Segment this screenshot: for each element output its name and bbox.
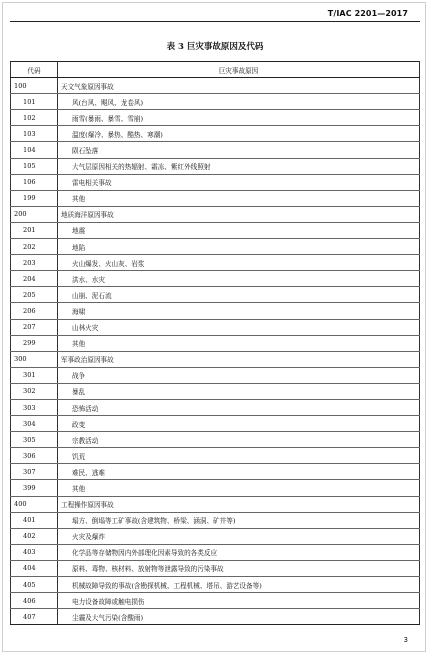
cause-code: 300	[11, 351, 58, 367]
cause-code: 405	[11, 577, 58, 593]
cause-name: 尘霾及大气污染(含酸雨)	[58, 609, 420, 625]
table-row	[11, 351, 420, 367]
cause-code: 304	[11, 416, 58, 432]
cause-name: 天文气象原因事故	[58, 78, 420, 94]
table-row	[11, 239, 420, 255]
table-row	[11, 158, 420, 174]
table-row	[11, 271, 420, 287]
table-row	[11, 335, 420, 351]
cause-code: 102	[11, 110, 58, 126]
cause-code: 301	[11, 367, 58, 383]
cause-code: 404	[11, 560, 58, 576]
cause-code: 106	[11, 174, 58, 190]
cause-name: 暴乱	[58, 383, 420, 399]
cause-code: 307	[11, 464, 58, 480]
cause-code: 407	[11, 609, 58, 625]
cause-name: 陨石坠落	[58, 142, 420, 158]
header-rule	[10, 21, 420, 22]
cause-name: 难民、逃难	[58, 464, 420, 480]
table-row	[11, 190, 420, 206]
cause-code: 302	[11, 383, 58, 399]
cause-name: 政变	[58, 416, 420, 432]
column-header-code: 代码	[11, 62, 58, 78]
table-row	[11, 255, 420, 271]
cause-code: 205	[11, 287, 58, 303]
page-number: 3	[403, 636, 408, 644]
cause-name: 火灾及爆炸	[58, 528, 420, 544]
cause-code: 100	[11, 78, 58, 94]
cause-name: 温度(爆冷、暴热、酷热、寒潮)	[58, 126, 420, 142]
cause-code: 306	[11, 448, 58, 464]
cause-code: 200	[11, 206, 58, 222]
column-header-name: 巨灾事故原因	[58, 62, 420, 78]
cause-code: 399	[11, 480, 58, 496]
table-row	[11, 448, 420, 464]
cause-name: 大气层原因相关的热辐射、霜冻、紫红外线照射	[58, 158, 420, 174]
cause-name: 宗教活动	[58, 432, 420, 448]
cause-code: 401	[11, 512, 58, 528]
cause-code: 403	[11, 544, 58, 560]
cause-name: 山崩、泥石流	[58, 287, 420, 303]
table-row	[11, 142, 420, 158]
cause-name: 地陷	[58, 239, 420, 255]
table-body	[11, 78, 420, 625]
table-row	[11, 544, 420, 560]
table-row	[11, 512, 420, 528]
standard-code: T/IAC 2201—2017	[327, 9, 408, 18]
cause-name: 地震	[58, 222, 420, 238]
cause-name: 其他	[58, 335, 420, 351]
table-row	[11, 206, 420, 222]
cause-name: 地质海洋原因事故	[58, 206, 420, 222]
cause-name: 雨雪(暴雨、暴雪、雪崩)	[58, 110, 420, 126]
cause-name: 工程操作原因事故	[58, 496, 420, 512]
table-row	[11, 480, 420, 496]
cause-codes-table	[10, 61, 420, 625]
cause-name: 海啸	[58, 303, 420, 319]
table-row	[11, 319, 420, 335]
table-row	[11, 416, 420, 432]
table-row	[11, 560, 420, 576]
cause-name: 其他	[58, 190, 420, 206]
table-row	[11, 110, 420, 126]
cause-name: 化学品等存储物因内外部理化因素导致的各类反应	[58, 544, 420, 560]
cause-code: 206	[11, 303, 58, 319]
table-row	[11, 126, 420, 142]
cause-name: 战争	[58, 367, 420, 383]
table-row	[11, 432, 420, 448]
table-row	[11, 303, 420, 319]
table-row	[11, 496, 420, 512]
cause-code: 207	[11, 319, 58, 335]
cause-name: 山林火灾	[58, 319, 420, 335]
table-row	[11, 174, 420, 190]
table-row	[11, 577, 420, 593]
cause-name: 其他	[58, 480, 420, 496]
cause-code: 199	[11, 190, 58, 206]
table-row	[11, 399, 420, 415]
cause-code: 303	[11, 399, 58, 415]
table-caption: 表 3 巨灾事故原因及代码	[166, 42, 264, 52]
cause-code: 400	[11, 496, 58, 512]
cause-name: 军事政治原因事故	[58, 351, 420, 367]
cause-name: 饥荒	[58, 448, 420, 464]
cause-name: 雷电相关事故	[58, 174, 420, 190]
cause-code: 203	[11, 255, 58, 271]
table-row	[11, 287, 420, 303]
cause-name: 原料、毒物、核材料、放射物等泄露导致的污染事故	[58, 560, 420, 576]
cause-code: 204	[11, 271, 58, 287]
table-row	[11, 222, 420, 238]
cause-name: 火山爆发、火山灰、岩浆	[58, 255, 420, 271]
cause-name: 塌方、倒塌等工矿事故(含建筑物、桥梁、涵洞、矿井等)	[58, 512, 420, 528]
table-row	[11, 367, 420, 383]
cause-code: 202	[11, 239, 58, 255]
cause-name: 机械故障导致的事故(含勘探机械、工程机械、塔吊、游艺设备等)	[58, 577, 420, 593]
table-row	[11, 593, 420, 609]
table-row	[11, 464, 420, 480]
table-row	[11, 528, 420, 544]
cause-code: 105	[11, 158, 58, 174]
cause-code: 104	[11, 142, 58, 158]
cause-code: 406	[11, 593, 58, 609]
cause-code: 299	[11, 335, 58, 351]
cause-code: 201	[11, 222, 58, 238]
table-row	[11, 78, 420, 94]
table-row	[11, 383, 420, 399]
cause-code: 103	[11, 126, 58, 142]
cause-code: 305	[11, 432, 58, 448]
cause-name: 洪水、水灾	[58, 271, 420, 287]
cause-code: 402	[11, 528, 58, 544]
table-row	[11, 609, 420, 625]
table-header-row	[11, 62, 420, 78]
cause-code: 101	[11, 94, 58, 110]
cause-name: 恐怖活动	[58, 399, 420, 415]
table-row	[11, 94, 420, 110]
cause-name: 电力设备故障或触电损伤	[58, 593, 420, 609]
cause-name: 风(台风、飓风、龙卷风)	[58, 94, 420, 110]
